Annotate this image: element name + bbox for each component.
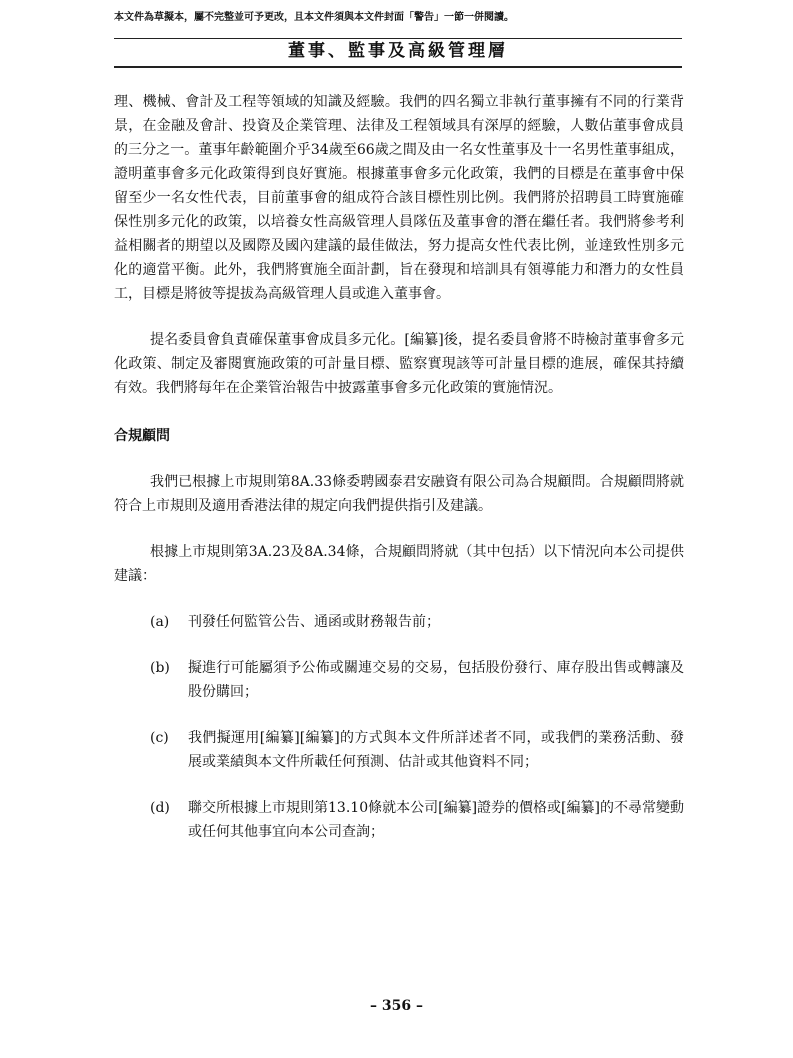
compliance-items-list <box>114 610 684 844</box>
header-rule-top <box>114 38 682 39</box>
paragraph-nomination-committee: 提名委員會負責確保董事會成員多元化。[編纂]後，提名委員會將不時檢討董事會多元化政策、制定及審閱實施政策的可計量目標、監察實現該等可計量目標的進展，確保其持續有效。我們將每年在企業管治報告中披露董事會多元化政策的實施情況。 <box>114 332 684 396</box>
list-item-marker: (d) <box>150 800 170 816</box>
list-item-text: 聯交所根據上市規則第13.10條就本公司[編纂]證券的價格或[編纂]的不尋常變動或任何其他事宜向本公司查詢； <box>188 800 684 840</box>
header-rule-bottom <box>114 66 682 68</box>
page-title: 董事、監事及高級管理層 <box>288 41 508 61</box>
list-item-marker: (c) <box>150 730 169 746</box>
paragraph-compliance-intro: 根據上市規則第3A.23及8A.34條，合規顧問將就（其中包括）以下情況向本公司提供建議： <box>114 544 684 584</box>
draft-disclaimer: 本文件為草擬本，屬不完整並可予更改，且本文件須與本文件封面「警告」一節一併閱讀。 <box>114 12 514 23</box>
page-number: – 356 – <box>370 998 423 1014</box>
list-item <box>114 726 684 774</box>
list-item-text: 刊發任何監管公告、通函或財務報告前； <box>188 614 440 630</box>
list-item-text: 擬進行可能屬須予公佈或關連交易的交易，包括股份發行、庫存股出售或轉讓及股份購回； <box>188 660 684 700</box>
list-item <box>114 796 684 844</box>
main-content <box>114 90 684 844</box>
list-item <box>114 656 684 704</box>
paragraph-diversity: 理、機械、會計及工程等領域的知識及經驗。我們的四名獨立非執行董事擁有不同的行業背景，在金融及會計、投資及企業管理、法律及工程領域具有深厚的經驗，人數佔董事會成員的三分之一。董事年齡範圍介乎34歲至66歲之間及由一名女性董事及十一名男性董事組成，證明董事會多元化政策得到良好實施。根據董事會多元化政策，我們的目標是在董事會中保留至少一名女性代表，目前董事會的組成符合該目標性別比例。我們將於招聘員工時實施確保性別多元化的政策，以培養女性高級管理人員隊伍及董事會的潛在繼任者。我們將參考利益相關者的期望以及國際及國內建議的最佳做法，努力提高女性代表比例，並達致性別多元化的適當平衡。此外，我們將實施全面計劃，旨在發現和培訓具有領導能力和潛力的女性員工，目標是將彼等提拔為高級管理人員或進入董事會。 <box>114 94 684 302</box>
list-item-text: 我們擬運用[編纂][編纂]的方式與本文件所詳述者不同，或我們的業務活動、發展或業績與本文件所載任何預測、估計或其他資料不同； <box>188 730 684 770</box>
list-item <box>114 610 684 634</box>
section-heading-compliance-adviser: 合規顧問 <box>114 428 170 444</box>
list-item-marker: (a) <box>150 614 170 630</box>
list-item-marker: (b) <box>150 660 170 676</box>
paragraph-compliance-appointment: 我們已根據上市規則第8A.33條委聘國泰君安融資有限公司為合規顧問。合規顧問將就符合上市規則及適用香港法律的規定向我們提供指引及建議。 <box>114 474 684 514</box>
